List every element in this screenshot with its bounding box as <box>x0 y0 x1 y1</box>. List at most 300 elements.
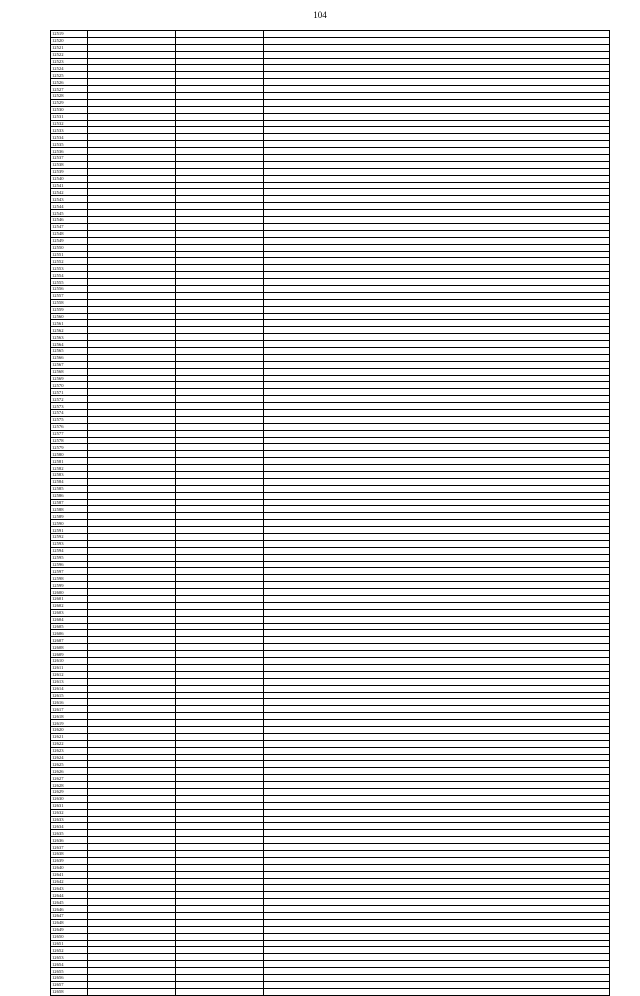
cadastral-number-b-cell <box>176 809 264 816</box>
cadastral-number-b-cell <box>176 478 264 485</box>
cadastral-number-a-cell <box>88 251 176 258</box>
address-cell <box>264 589 610 596</box>
cadastral-number-b-cell <box>176 933 264 940</box>
cadastral-number-b-cell <box>176 761 264 768</box>
row-number-cell: 12613 <box>51 678 88 685</box>
address-cell <box>264 651 610 658</box>
cadastral-number-b-cell <box>176 134 264 141</box>
address-cell <box>264 341 610 348</box>
row-number-cell: 12612 <box>51 671 88 678</box>
row-number-cell: 12592 <box>51 534 88 541</box>
table-row <box>51 423 610 430</box>
address-cell <box>264 947 610 954</box>
row-number-cell: 12519 <box>51 31 88 38</box>
cadastral-number-a-cell <box>88 975 176 982</box>
table-row <box>51 347 610 354</box>
page-number: 104 <box>313 10 327 20</box>
cadastral-number-b-cell <box>176 568 264 575</box>
row-number-cell: 12658 <box>51 988 88 995</box>
cadastral-number-a-cell <box>88 885 176 892</box>
address-cell <box>264 409 610 416</box>
table-row <box>51 341 610 348</box>
cadastral-number-a-cell <box>88 44 176 51</box>
cadastral-number-b-cell <box>176 913 264 920</box>
address-cell <box>264 720 610 727</box>
cadastral-number-a-cell <box>88 141 176 148</box>
address-cell <box>264 506 610 513</box>
cadastral-number-b-cell <box>176 892 264 899</box>
cadastral-number-b-cell <box>176 885 264 892</box>
address-cell <box>264 141 610 148</box>
row-number-cell: 12564 <box>51 341 88 348</box>
address-cell <box>264 554 610 561</box>
cadastral-number-a-cell <box>88 795 176 802</box>
row-number-cell: 12550 <box>51 244 88 251</box>
cadastral-number-b-cell <box>176 451 264 458</box>
cadastral-number-a-cell <box>88 809 176 816</box>
table-row <box>51 472 610 479</box>
cadastral-number-b-cell <box>176 299 264 306</box>
address-cell <box>264 79 610 86</box>
cadastral-number-a-cell <box>88 65 176 72</box>
cadastral-number-b-cell <box>176 244 264 251</box>
cadastral-number-a-cell <box>88 299 176 306</box>
cadastral-number-b-cell <box>176 375 264 382</box>
table-row <box>51 168 610 175</box>
table-row <box>51 726 610 733</box>
address-cell <box>264 396 610 403</box>
cadastral-number-a-cell <box>88 623 176 630</box>
address-cell <box>264 196 610 203</box>
row-number-cell: 12637 <box>51 844 88 851</box>
table-row <box>51 575 610 582</box>
address-cell <box>264 761 610 768</box>
table-row <box>51 616 610 623</box>
cadastral-number-a-cell <box>88 878 176 885</box>
address-cell <box>264 313 610 320</box>
row-number-cell: 12623 <box>51 747 88 754</box>
address-cell <box>264 933 610 940</box>
cadastral-number-a-cell <box>88 458 176 465</box>
address-cell <box>264 940 610 947</box>
address-cell <box>264 726 610 733</box>
cadastral-number-a-cell <box>88 285 176 292</box>
cadastral-number-b-cell <box>176 616 264 623</box>
cadastral-number-b-cell <box>176 492 264 499</box>
table-row <box>51 699 610 706</box>
cadastral-number-a-cell <box>88 850 176 857</box>
table-row <box>51 161 610 168</box>
address-cell <box>264 733 610 740</box>
cadastral-number-b-cell <box>176 106 264 113</box>
table-row <box>51 582 610 589</box>
table-row <box>51 51 610 58</box>
row-number-cell: 12657 <box>51 981 88 988</box>
cadastral-number-a-cell <box>88 602 176 609</box>
row-number-cell: 12583 <box>51 472 88 479</box>
cadastral-number-a-cell <box>88 658 176 665</box>
table-row <box>51 775 610 782</box>
cadastral-number-b-cell <box>176 644 264 651</box>
row-number-cell: 12618 <box>51 713 88 720</box>
address-cell <box>264 850 610 857</box>
cadastral-number-b-cell <box>176 31 264 38</box>
row-number-cell: 12654 <box>51 961 88 968</box>
table-row <box>51 272 610 279</box>
address-cell <box>264 175 610 182</box>
row-number-cell: 12555 <box>51 279 88 286</box>
cadastral-number-a-cell <box>88 692 176 699</box>
cadastral-number-a-cell <box>88 726 176 733</box>
row-number-cell: 12560 <box>51 313 88 320</box>
cadastral-number-a-cell <box>88 279 176 286</box>
cadastral-number-a-cell <box>88 554 176 561</box>
cadastral-number-a-cell <box>88 685 176 692</box>
address-cell <box>264 885 610 892</box>
address-cell <box>264 148 610 155</box>
cadastral-number-b-cell <box>176 51 264 58</box>
row-number-cell: 12640 <box>51 864 88 871</box>
cadastral-number-b-cell <box>176 926 264 933</box>
cadastral-number-b-cell <box>176 127 264 134</box>
row-number-cell: 12575 <box>51 416 88 423</box>
address-cell <box>264 775 610 782</box>
cadastral-number-a-cell <box>88 954 176 961</box>
cadastral-number-a-cell <box>88 589 176 596</box>
address-cell <box>264 906 610 913</box>
cadastral-number-b-cell <box>176 313 264 320</box>
row-number-cell: 12520 <box>51 37 88 44</box>
row-number-cell: 12539 <box>51 168 88 175</box>
cadastral-number-b-cell <box>176 596 264 603</box>
cadastral-number-a-cell <box>88 37 176 44</box>
table-row <box>51 334 610 341</box>
row-number-cell: 12599 <box>51 582 88 589</box>
row-number-cell: 12644 <box>51 892 88 899</box>
cadastral-number-a-cell <box>88 148 176 155</box>
cadastral-number-a-cell <box>88 534 176 541</box>
row-number-cell: 12549 <box>51 237 88 244</box>
cadastral-number-a-cell <box>88 940 176 947</box>
cadastral-number-b-cell <box>176 823 264 830</box>
row-number-cell: 12596 <box>51 561 88 568</box>
row-number-cell: 12582 <box>51 465 88 472</box>
table-row <box>51 768 610 775</box>
cadastral-number-b-cell <box>176 685 264 692</box>
address-cell <box>264 285 610 292</box>
cadastral-number-a-cell <box>88 733 176 740</box>
row-number-cell: 12585 <box>51 485 88 492</box>
address-cell <box>264 871 610 878</box>
table-row <box>51 113 610 120</box>
row-number-cell: 12572 <box>51 396 88 403</box>
cadastral-number-a-cell <box>88 919 176 926</box>
cadastral-number-b-cell <box>176 864 264 871</box>
cadastral-number-b-cell <box>176 871 264 878</box>
row-number-cell: 12567 <box>51 361 88 368</box>
cadastral-number-b-cell <box>176 527 264 534</box>
cadastral-number-a-cell <box>88 706 176 713</box>
row-number-cell: 12548 <box>51 230 88 237</box>
cadastral-number-a-cell <box>88 864 176 871</box>
cadastral-number-b-cell <box>176 513 264 520</box>
cadastral-number-b-cell <box>176 334 264 341</box>
table-row <box>51 458 610 465</box>
table-row <box>51 788 610 795</box>
cadastral-number-b-cell <box>176 726 264 733</box>
address-cell <box>264 582 610 589</box>
cadastral-number-b-cell <box>176 637 264 644</box>
address-cell <box>264 299 610 306</box>
cadastral-number-b-cell <box>176 416 264 423</box>
address-cell <box>264 892 610 899</box>
cadastral-number-b-cell <box>176 664 264 671</box>
cadastral-number-b-cell <box>176 919 264 926</box>
row-number-cell: 12655 <box>51 968 88 975</box>
cadastral-number-a-cell <box>88 127 176 134</box>
cadastral-number-a-cell <box>88 761 176 768</box>
row-number-cell: 12552 <box>51 258 88 265</box>
table-row <box>51 844 610 851</box>
table-row <box>51 93 610 100</box>
row-number-cell: 12528 <box>51 93 88 100</box>
row-number-cell: 12536 <box>51 148 88 155</box>
cadastral-number-b-cell <box>176 609 264 616</box>
row-number-cell: 12529 <box>51 99 88 106</box>
address-cell <box>264 72 610 79</box>
address-cell <box>264 913 610 920</box>
cadastral-number-b-cell <box>176 86 264 93</box>
address-cell <box>264 664 610 671</box>
row-number-cell: 12631 <box>51 802 88 809</box>
cadastral-number-b-cell <box>176 947 264 954</box>
row-number-cell: 12647 <box>51 913 88 920</box>
cadastral-number-a-cell <box>88 913 176 920</box>
cadastral-number-b-cell <box>176 775 264 782</box>
row-number-cell: 12628 <box>51 782 88 789</box>
row-number-cell: 12535 <box>51 141 88 148</box>
row-number-cell: 12569 <box>51 375 88 382</box>
cadastral-number-b-cell <box>176 155 264 162</box>
cadastral-number-a-cell <box>88 189 176 196</box>
row-number-cell: 12559 <box>51 306 88 313</box>
row-number-cell: 12620 <box>51 726 88 733</box>
address-cell <box>264 258 610 265</box>
address-cell <box>264 692 610 699</box>
cadastral-number-b-cell <box>176 816 264 823</box>
cadastral-number-b-cell <box>176 768 264 775</box>
cadastral-number-b-cell <box>176 437 264 444</box>
cadastral-number-a-cell <box>88 981 176 988</box>
row-number-cell: 12544 <box>51 203 88 210</box>
row-number-cell: 12589 <box>51 513 88 520</box>
address-cell <box>264 981 610 988</box>
cadastral-number-a-cell <box>88 93 176 100</box>
address-cell <box>264 416 610 423</box>
table-row <box>51 285 610 292</box>
address-cell <box>264 354 610 361</box>
address-cell <box>264 740 610 747</box>
table-row <box>51 382 610 389</box>
cadastral-number-b-cell <box>176 547 264 554</box>
address-cell <box>264 609 610 616</box>
cadastral-number-b-cell <box>176 223 264 230</box>
table-row <box>51 589 610 596</box>
row-number-cell: 12653 <box>51 954 88 961</box>
address-cell <box>264 968 610 975</box>
cadastral-number-b-cell <box>176 251 264 258</box>
row-number-cell: 12625 <box>51 761 88 768</box>
cadastral-number-a-cell <box>88 837 176 844</box>
row-number-cell: 12562 <box>51 327 88 334</box>
table-row <box>51 327 610 334</box>
cadastral-number-b-cell <box>176 37 264 44</box>
table-row <box>51 203 610 210</box>
table-row <box>51 416 610 423</box>
table-row <box>51 534 610 541</box>
cadastral-number-a-cell <box>88 217 176 224</box>
cadastral-number-b-cell <box>176 217 264 224</box>
cadastral-number-a-cell <box>88 258 176 265</box>
row-number-cell: 12652 <box>51 947 88 954</box>
cadastral-number-a-cell <box>88 630 176 637</box>
row-number-cell: 12525 <box>51 72 88 79</box>
table-row <box>51 251 610 258</box>
cadastral-number-b-cell <box>176 368 264 375</box>
cadastral-number-b-cell <box>176 148 264 155</box>
address-cell <box>264 230 610 237</box>
row-number-cell: 12553 <box>51 265 88 272</box>
address-cell <box>264 961 610 968</box>
row-number-cell: 12532 <box>51 120 88 127</box>
cadastral-number-b-cell <box>176 961 264 968</box>
address-cell <box>264 534 610 541</box>
table-row <box>51 120 610 127</box>
cadastral-number-b-cell <box>176 327 264 334</box>
cadastral-number-a-cell <box>88 79 176 86</box>
row-number-cell: 12600 <box>51 589 88 596</box>
cadastral-number-a-cell <box>88 596 176 603</box>
address-cell <box>264 658 610 665</box>
cadastral-number-a-cell <box>88 671 176 678</box>
table-row <box>51 520 610 527</box>
table-row <box>51 878 610 885</box>
cadastral-number-b-cell <box>176 44 264 51</box>
address-cell <box>264 182 610 189</box>
cadastral-number-a-cell <box>88 823 176 830</box>
address-cell <box>264 430 610 437</box>
cadastral-number-a-cell <box>88 582 176 589</box>
address-cell <box>264 485 610 492</box>
row-number-cell: 12578 <box>51 437 88 444</box>
cadastral-number-b-cell <box>176 975 264 982</box>
address-cell <box>264 375 610 382</box>
cadastral-number-a-cell <box>88 182 176 189</box>
cadastral-number-b-cell <box>176 733 264 740</box>
cadastral-number-b-cell <box>176 740 264 747</box>
table-row <box>51 527 610 534</box>
row-number-cell: 12573 <box>51 403 88 410</box>
table-row <box>51 864 610 871</box>
address-cell <box>264 671 610 678</box>
cadastral-number-a-cell <box>88 444 176 451</box>
address-cell <box>264 189 610 196</box>
cadastral-number-b-cell <box>176 354 264 361</box>
cadastral-number-b-cell <box>176 844 264 851</box>
cadastral-number-a-cell <box>88 327 176 334</box>
table-row <box>51 754 610 761</box>
cadastral-number-b-cell <box>176 678 264 685</box>
address-cell <box>264 706 610 713</box>
cadastral-number-b-cell <box>176 423 264 430</box>
cadastral-number-b-cell <box>176 285 264 292</box>
address-cell <box>264 134 610 141</box>
cadastral-number-a-cell <box>88 947 176 954</box>
row-number-cell: 12577 <box>51 430 88 437</box>
cadastral-number-b-cell <box>176 472 264 479</box>
address-cell <box>264 347 610 354</box>
cadastral-number-b-cell <box>176 396 264 403</box>
row-number-cell: 12593 <box>51 540 88 547</box>
table-row <box>51 175 610 182</box>
row-number-cell: 12521 <box>51 44 88 51</box>
table-row <box>51 189 610 196</box>
table-row <box>51 106 610 113</box>
cadastral-number-b-cell <box>176 175 264 182</box>
cadastral-number-a-cell <box>88 961 176 968</box>
table-row <box>51 409 610 416</box>
table-row <box>51 230 610 237</box>
row-number-cell: 12543 <box>51 196 88 203</box>
cadastral-number-a-cell <box>88 306 176 313</box>
table-row <box>51 795 610 802</box>
row-number-cell: 12630 <box>51 795 88 802</box>
row-number-cell: 12580 <box>51 451 88 458</box>
cadastral-number-a-cell <box>88 782 176 789</box>
cadastral-number-a-cell <box>88 223 176 230</box>
address-cell <box>264 685 610 692</box>
row-number-cell: 12611 <box>51 664 88 671</box>
cadastral-number-a-cell <box>88 609 176 616</box>
table-row <box>51 513 610 520</box>
cadastral-number-b-cell <box>176 465 264 472</box>
cadastral-number-b-cell <box>176 802 264 809</box>
address-cell <box>264 602 610 609</box>
row-number-cell: 12650 <box>51 933 88 940</box>
cadastral-number-a-cell <box>88 203 176 210</box>
table-row <box>51 816 610 823</box>
table-row <box>51 465 610 472</box>
row-number-cell: 12533 <box>51 127 88 134</box>
cadastral-number-a-cell <box>88 72 176 79</box>
table-row <box>51 623 610 630</box>
register-body <box>51 31 610 996</box>
table-row <box>51 389 610 396</box>
table-row <box>51 658 610 665</box>
cadastral-number-a-cell <box>88 134 176 141</box>
row-number-cell: 12531 <box>51 113 88 120</box>
cadastral-number-a-cell <box>88 292 176 299</box>
cadastral-number-b-cell <box>176 713 264 720</box>
address-cell <box>264 864 610 871</box>
table-row <box>51 692 610 699</box>
cadastral-number-a-cell <box>88 933 176 940</box>
cadastral-number-a-cell <box>88 313 176 320</box>
row-number-cell: 12590 <box>51 520 88 527</box>
cadastral-number-a-cell <box>88 210 176 217</box>
row-number-cell: 12603 <box>51 609 88 616</box>
cadastral-number-a-cell <box>88 354 176 361</box>
